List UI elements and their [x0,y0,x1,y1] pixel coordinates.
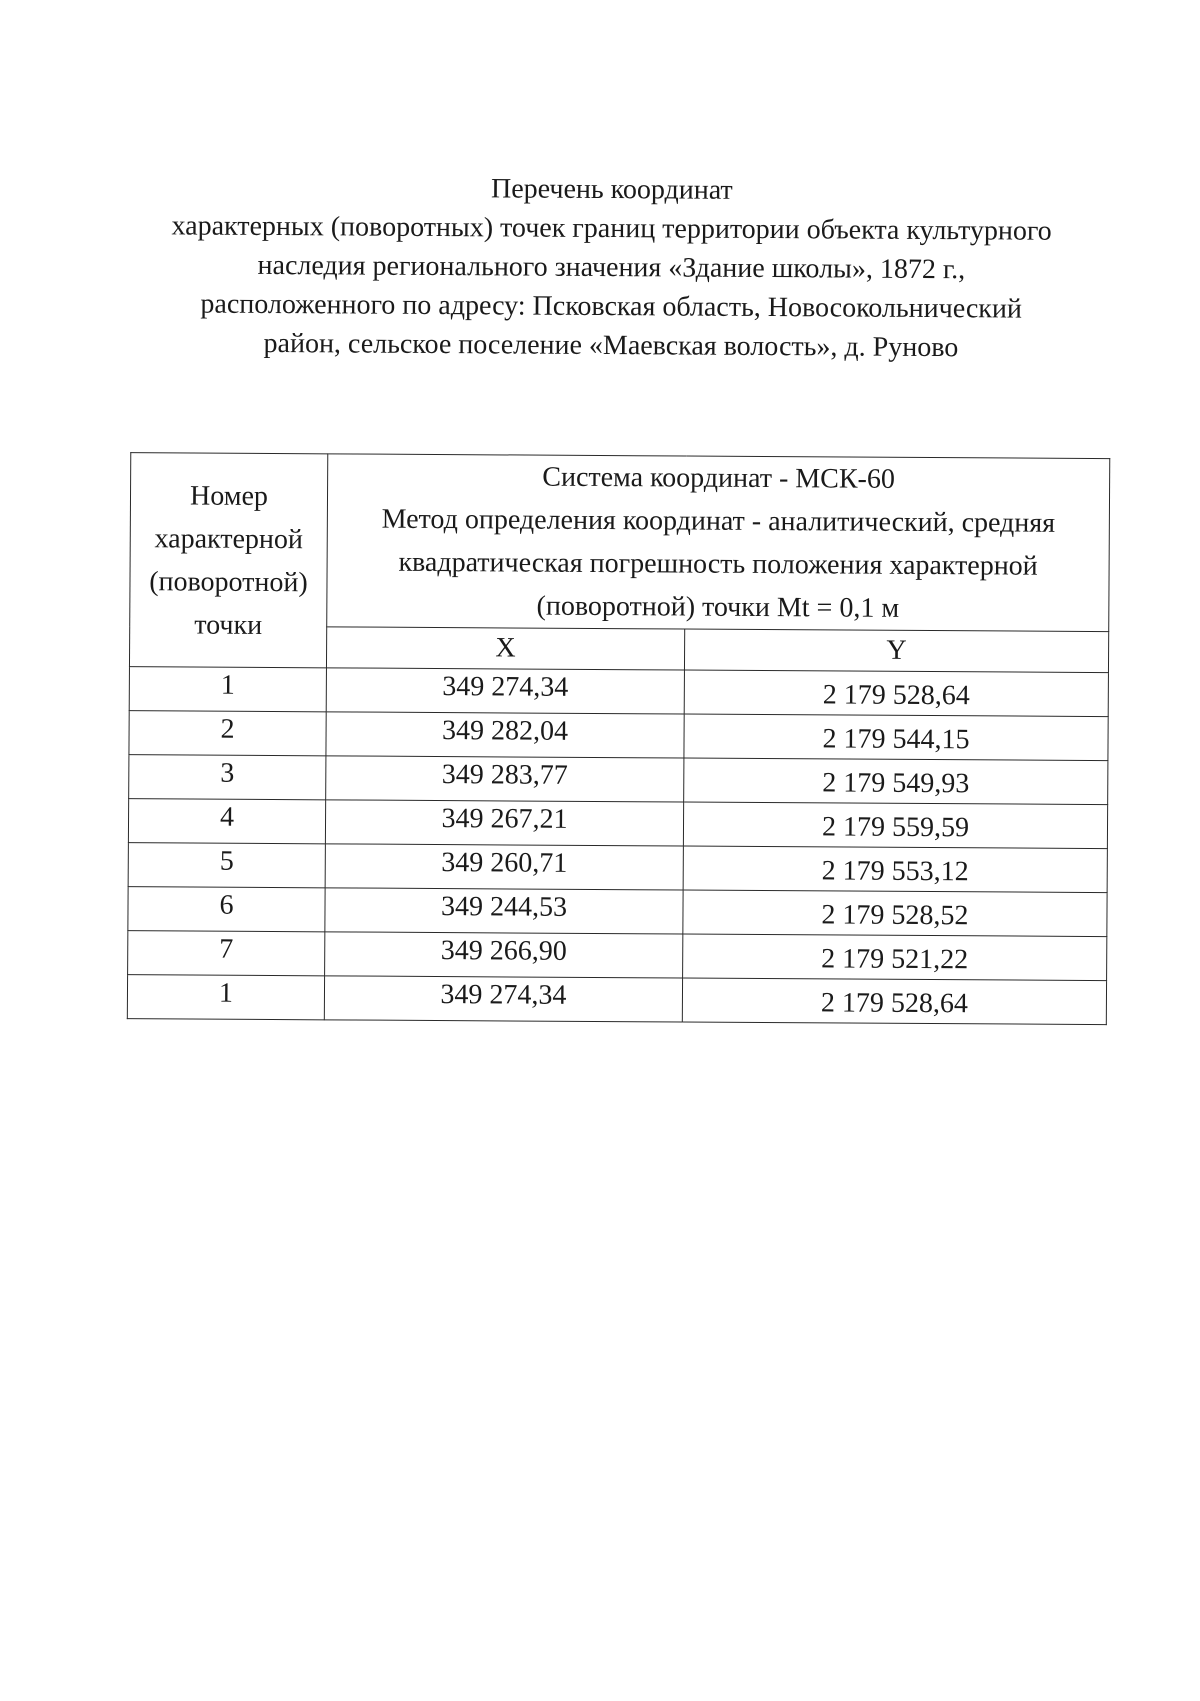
point-number-cell: 1 [127,975,324,1020]
point-number-cell: 7 [128,931,325,976]
table-row [129,755,1108,805]
x-coordinate-cell: 349 274,34 [326,668,684,714]
document-title [131,167,1092,368]
y-column-header: Y [684,629,1108,673]
x-coordinate-cell: 349 260,71 [325,844,683,890]
x-coordinate-cell: 349 267,21 [325,800,683,846]
table-row [129,667,1108,717]
y-coordinate-cell: 2 179 544,15 [684,714,1108,761]
y-coordinate-cell: 2 179 528,64 [682,978,1106,1025]
x-coordinate-cell: 349 274,34 [324,976,682,1022]
title-line: район, сельское поселение «Маевская волость», д. Руново [263,327,959,364]
point-number-cell: 4 [128,799,325,844]
x-coordinate-cell: 349 244,53 [325,888,683,934]
y-coordinate-cell: 2 179 559,59 [683,802,1107,849]
x-column-header: X [326,627,684,670]
y-coordinate-cell: 2 179 528,64 [684,670,1108,717]
header-line: (поворотной) точки Mt = 0,1 м [536,590,900,624]
header-line: Метод определения координат - аналитический, средняя [381,503,1056,539]
table-row [128,843,1107,893]
y-coordinate-cell: 2 179 528,52 [683,890,1107,937]
header-line: точки [194,609,263,641]
header-line: Номер [190,479,269,512]
point-number-cell: 3 [129,755,326,800]
table-row [128,799,1107,849]
coordinates-table [127,452,1110,1025]
point-number-cell: 2 [129,711,326,756]
point-number-cell: 6 [128,887,325,932]
coordinate-system-header [327,454,1110,632]
header-line: Система координат - МСК-60 [542,461,896,495]
point-number-cell: 1 [129,667,326,712]
title-line: наследия регионального значения «Здание школы», 1872 г., [257,249,966,286]
header-line: (поворотной) [149,565,308,598]
title-line: характерных (поворотных) точек границ территории объекта культурного [171,210,1052,247]
title-line: Перечень координат [490,173,733,206]
x-coordinate-cell: 349 282,04 [326,712,684,758]
x-coordinate-cell: 349 283,77 [326,756,684,802]
y-coordinate-cell: 2 179 549,93 [684,758,1108,805]
table-row [128,931,1107,981]
x-coordinate-cell: 349 266,90 [325,932,683,978]
table-row [128,887,1107,937]
y-coordinate-cell: 2 179 553,12 [683,846,1107,893]
y-coordinate-cell: 2 179 521,22 [683,934,1107,981]
point-number-header [129,453,327,668]
table-row [129,711,1108,761]
header-line: характерной [154,522,304,555]
point-number-cell: 5 [128,843,325,888]
header-line: квадратическая погрешность положения характерной [398,546,1038,582]
table-row [127,975,1106,1025]
title-line: расположенного по адресу: Псковская область, Новосокольнический [200,288,1022,325]
